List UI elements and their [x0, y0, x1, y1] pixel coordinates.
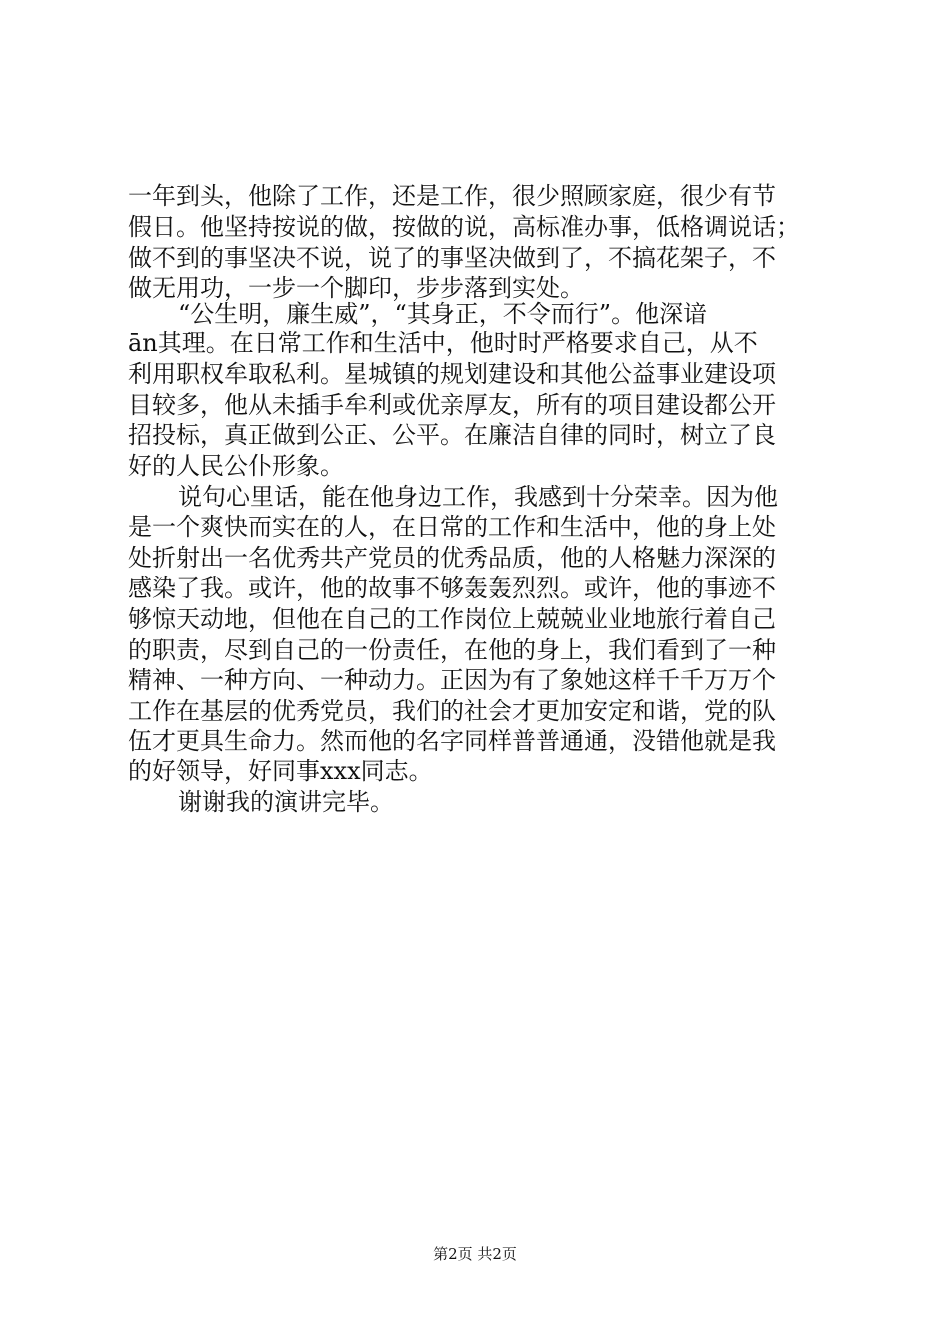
body-text-line: 说句心里话，能在他身边工作，我感到十分荣幸。因为他: [178, 483, 778, 511]
body-text-line: 伍才更具生命力。然而他的名字同样普普通通，没错他就是我: [128, 727, 776, 755]
body-text-line: 好的人民公仆形象。: [128, 452, 344, 480]
body-text-line: 的好领导，好同事xxx同志。: [128, 757, 433, 785]
body-text-line: 一年到头，他除了工作，还是工作，很少照顾家庭，很少有节: [128, 182, 776, 210]
body-text-line: 假日。他坚持按说的做，按做的说，高标准办事，低格调说话；: [128, 213, 800, 241]
body-text-line: 利用职权牟取私利。星城镇的规划建设和其他公益事业建设项: [128, 360, 776, 388]
body-text-line: ān其理。在日常工作和生活中，他时时严格要求自己，从不: [128, 329, 758, 357]
body-text-line: “公生明，廉生威”，“其身正，不令而行”。他深谙: [178, 300, 708, 328]
body-text-line: 工作在基层的优秀党员，我们的社会才更加安定和谐，党的队: [128, 697, 776, 725]
body-text-line: 的职责，尽到自己的一份责任，在他的身上，我们看到了一种: [128, 636, 776, 664]
page-footer: 第2页 共2页: [433, 1245, 517, 1263]
body-text-line: 招投标，真正做到公正、公平。在廉洁自律的同时，树立了良: [128, 421, 776, 449]
body-text-line: 目较多，他从未插手牟利或优亲厚友，所有的项目建设都公开: [128, 391, 776, 419]
body-text-line: 谢谢我的演讲完毕。: [178, 788, 394, 816]
body-text-line: 够惊天动地，但他在自己的工作岗位上兢兢业业地旅行着自己: [128, 605, 776, 633]
body-text-line: 感染了我。或许，他的故事不够轰轰烈烈。或许，他的事迹不: [128, 574, 776, 602]
body-text-line: 处折射出一名优秀共产党员的优秀品质，他的人格魅力深深的: [128, 544, 776, 572]
body-text-line: 精神、一种方向、一种动力。正因为有了象她这样千千万万个: [128, 666, 776, 694]
body-text-line: 做不到的事坚决不说，说了的事坚决做到了，不搞花架子，不: [128, 244, 776, 272]
body-text-line: 是一个爽快而实在的人，在日常的工作和生活中，他的身上处: [128, 513, 776, 541]
body-text-line: 做无用功，一步一个脚印，步步落到实处。: [128, 274, 584, 302]
